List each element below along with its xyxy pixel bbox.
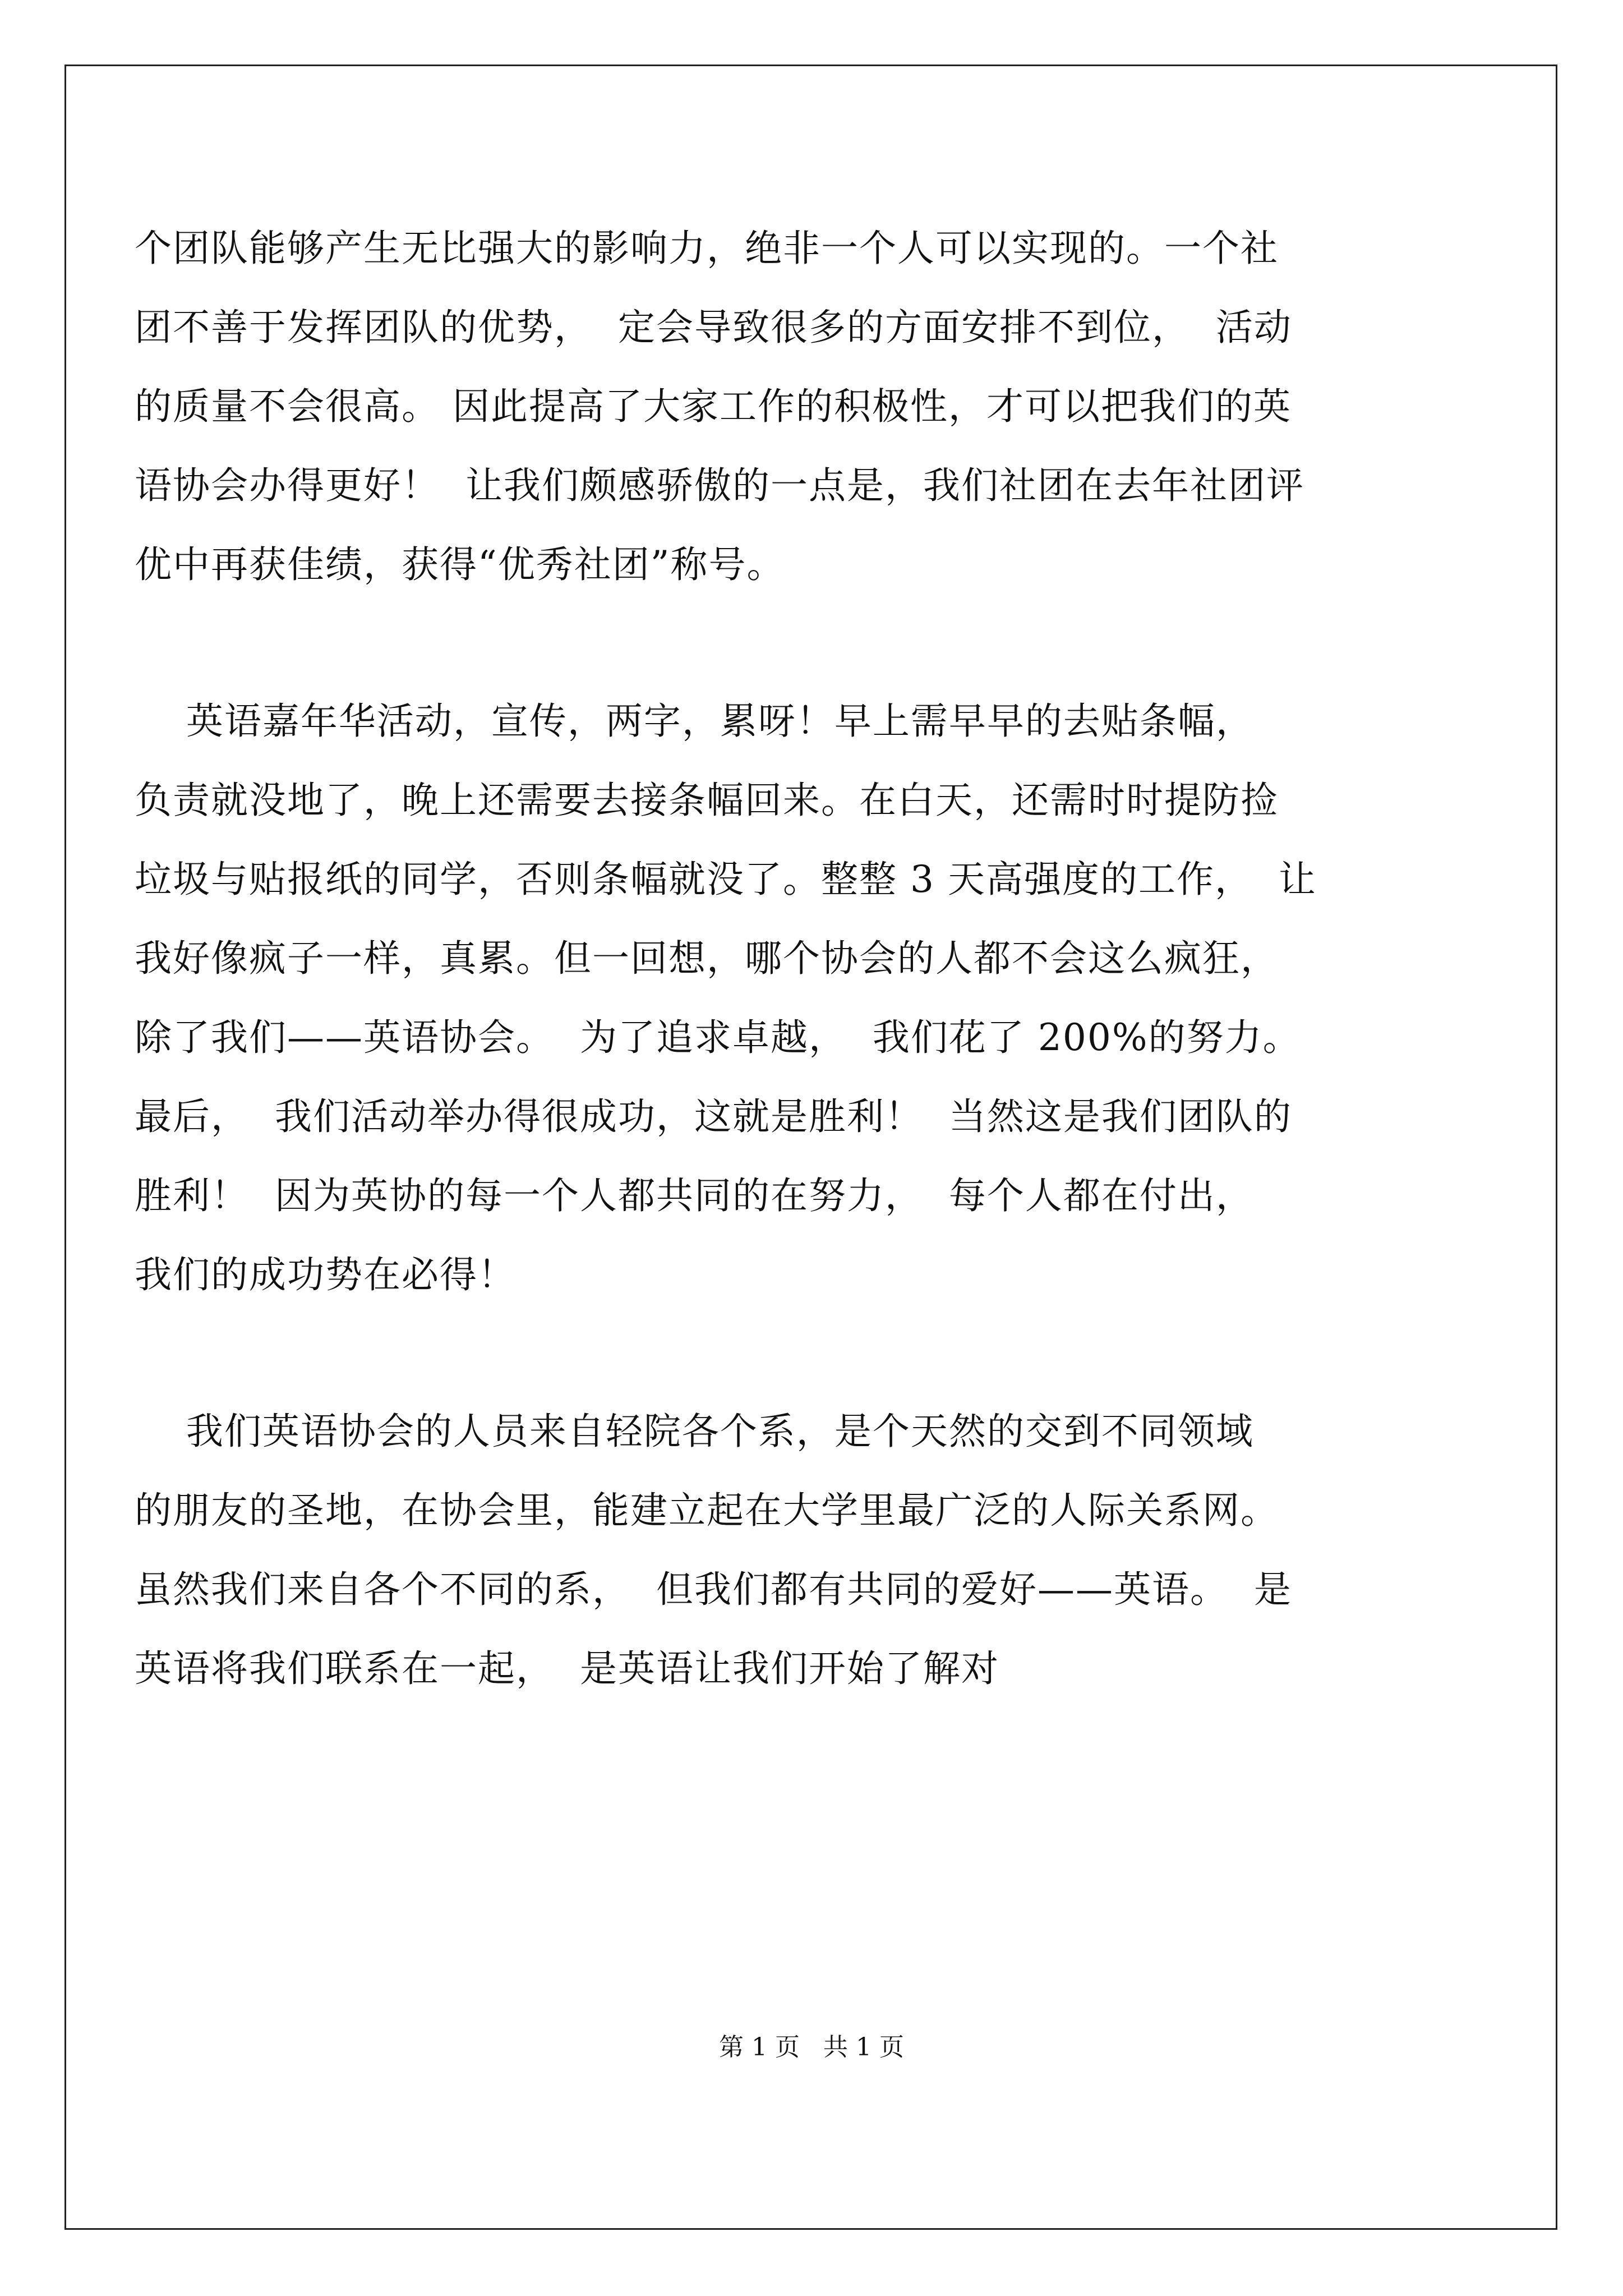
text-line: 我们英语协会的人员来自轻院各个系，是个天然的交到不同领域 xyxy=(135,1410,1254,1453)
text-line: 负责就没地了，晚上还需要去接条幅回来。在白天，还需时时提防捡 xyxy=(135,779,1279,822)
text-line: 英语嘉年华活动，宣传，两字，累呀！早上需早早的去贴条幅， xyxy=(135,700,1254,743)
text-line: 个团队能够产生无比强大的影响力，绝非一个人可以实现的。一个社 xyxy=(135,227,1279,270)
text-line: 虽然我们来自各个不同的系， 但我们都有共同的爱好——英语。 是 xyxy=(135,1568,1292,1611)
document-body xyxy=(135,209,1427,1708)
paragraph-gap xyxy=(135,604,1427,682)
paragraph-2 xyxy=(135,682,1427,1314)
text-line: 我们的成功势在必得！ xyxy=(135,1253,516,1296)
paragraph-3 xyxy=(135,1392,1427,1708)
paragraph-gap xyxy=(135,1314,1427,1392)
paragraph-1 xyxy=(135,209,1427,604)
text-line: 除了我们——英语协会。 为了追求卓越， 我们花了 200%的努力。 xyxy=(135,1016,1301,1059)
text-line: 垃圾与贴报纸的同学，否则条幅就没了。整整 3 天高强度的工作， 让 xyxy=(135,858,1317,901)
text-line: 最后， 我们活动举办得很成功，这就是胜利！ 当然这是我们团队的 xyxy=(135,1095,1292,1138)
text-line: 我好像疯子一样，真累。但一回想，哪个协会的人都不会这么疯狂， xyxy=(135,937,1279,980)
text-line: 胜利！ 因为英协的每一个人都共同的在努力， 每个人都在付出， xyxy=(135,1174,1254,1217)
text-line: 的朋友的圣地，在协会里，能建立起在大学里最广泛的人际关系网。 xyxy=(135,1489,1279,1532)
text-line: 语协会办得更好！ 让我们颇感骄傲的一点是，我们社团在去年社团评 xyxy=(135,464,1304,507)
text-line: 团不善于发挥团队的优势， 定会导致很多的方面安排不到位， 活动 xyxy=(135,306,1292,349)
text-line: 英语将我们联系在一起， 是英语让我们开始了解对 xyxy=(135,1647,999,1690)
page-footer: 第 1 页 共 1 页 xyxy=(719,2033,904,2062)
text-line: 优中再获佳绩，获得“优秀社团”称号。 xyxy=(135,543,785,586)
text-line: 的质量不会很高。 因此提高了大家工作的积极性，才可以把我们的英 xyxy=(135,385,1292,428)
